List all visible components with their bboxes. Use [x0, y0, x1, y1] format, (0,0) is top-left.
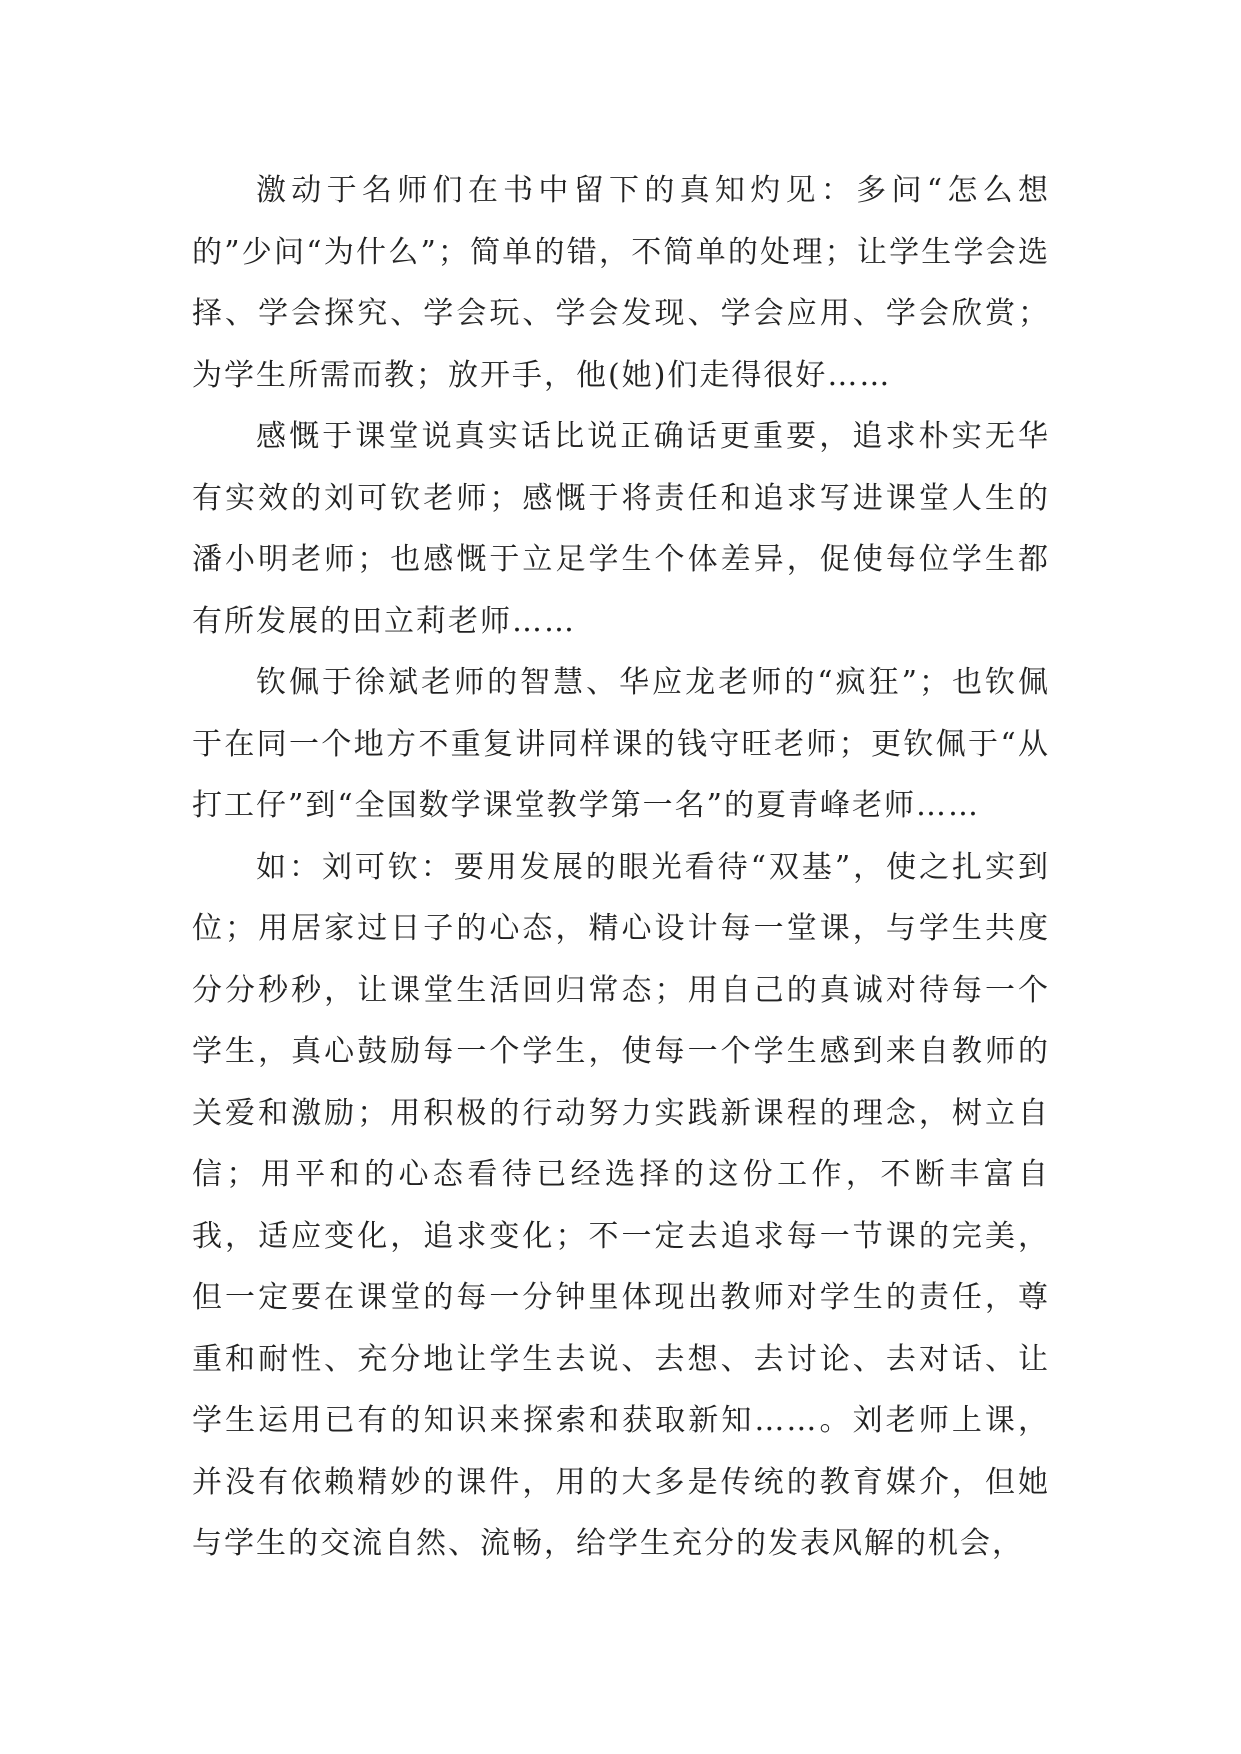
paragraph-4: 如：刘可钦：要用发展的眼光看待“双基”，使之扎实到位；用居家过日子的心态，精心设计每一堂课，与学生共度分分秒秒，让课堂生活回归常态；用自己的真诚对待每一个学生，真心鼓励每一个学生，使每一个学生感到来自教师的关爱和激励；用积极的行动努力实践新课程的理念，树立自信；用平和的心态看待已经选择的这份工作，不断丰富自我，适应变化，追求变化；不一定去追求每一节课的完美，但一定要在课堂的每一分钟里体现出教师对学生的责任，尊重和耐性、充分地让学生去说、去想、去讨论、去对话、让学生运用已有的知识来探索和获取新知……。刘老师上课，并没有依赖精妙的课件，用的大多是传统的教育媒介，但她与学生的交流自然、流畅，给学生充分的发表风解的机会，: [192, 849, 1050, 1561]
paragraph-2: 感慨于课堂说真实话比说正确话更重要，追求朴实无华有实效的刘可钦老师；感慨于将责任和追求写进课堂人生的潘小明老师；也感慨于立足学生个体差异，促使每位学生都有所发展的田立莉老师……: [192, 419, 1050, 639]
paragraph-1: 激动于名师们在书中留下的真知灼见：多问“怎么想的”少问“为什么”；简单的错，不简单的处理；让学生学会选择、学会探究、学会玩、学会发现、学会应用、学会欣赏；为学生所需而教；放开手，他(她)们走得很好……: [192, 173, 1050, 393]
paragraph-3: 钦佩于徐斌老师的智慧、华应龙老师的“疯狂”；也钦佩于在同一个地方不重复讲同样课的钱守旺老师；更钦佩于“从打工仔”到“全国数学课堂教学第一名”的夏青峰老师……: [192, 665, 1050, 823]
document-body: [192, 160, 1050, 1575]
